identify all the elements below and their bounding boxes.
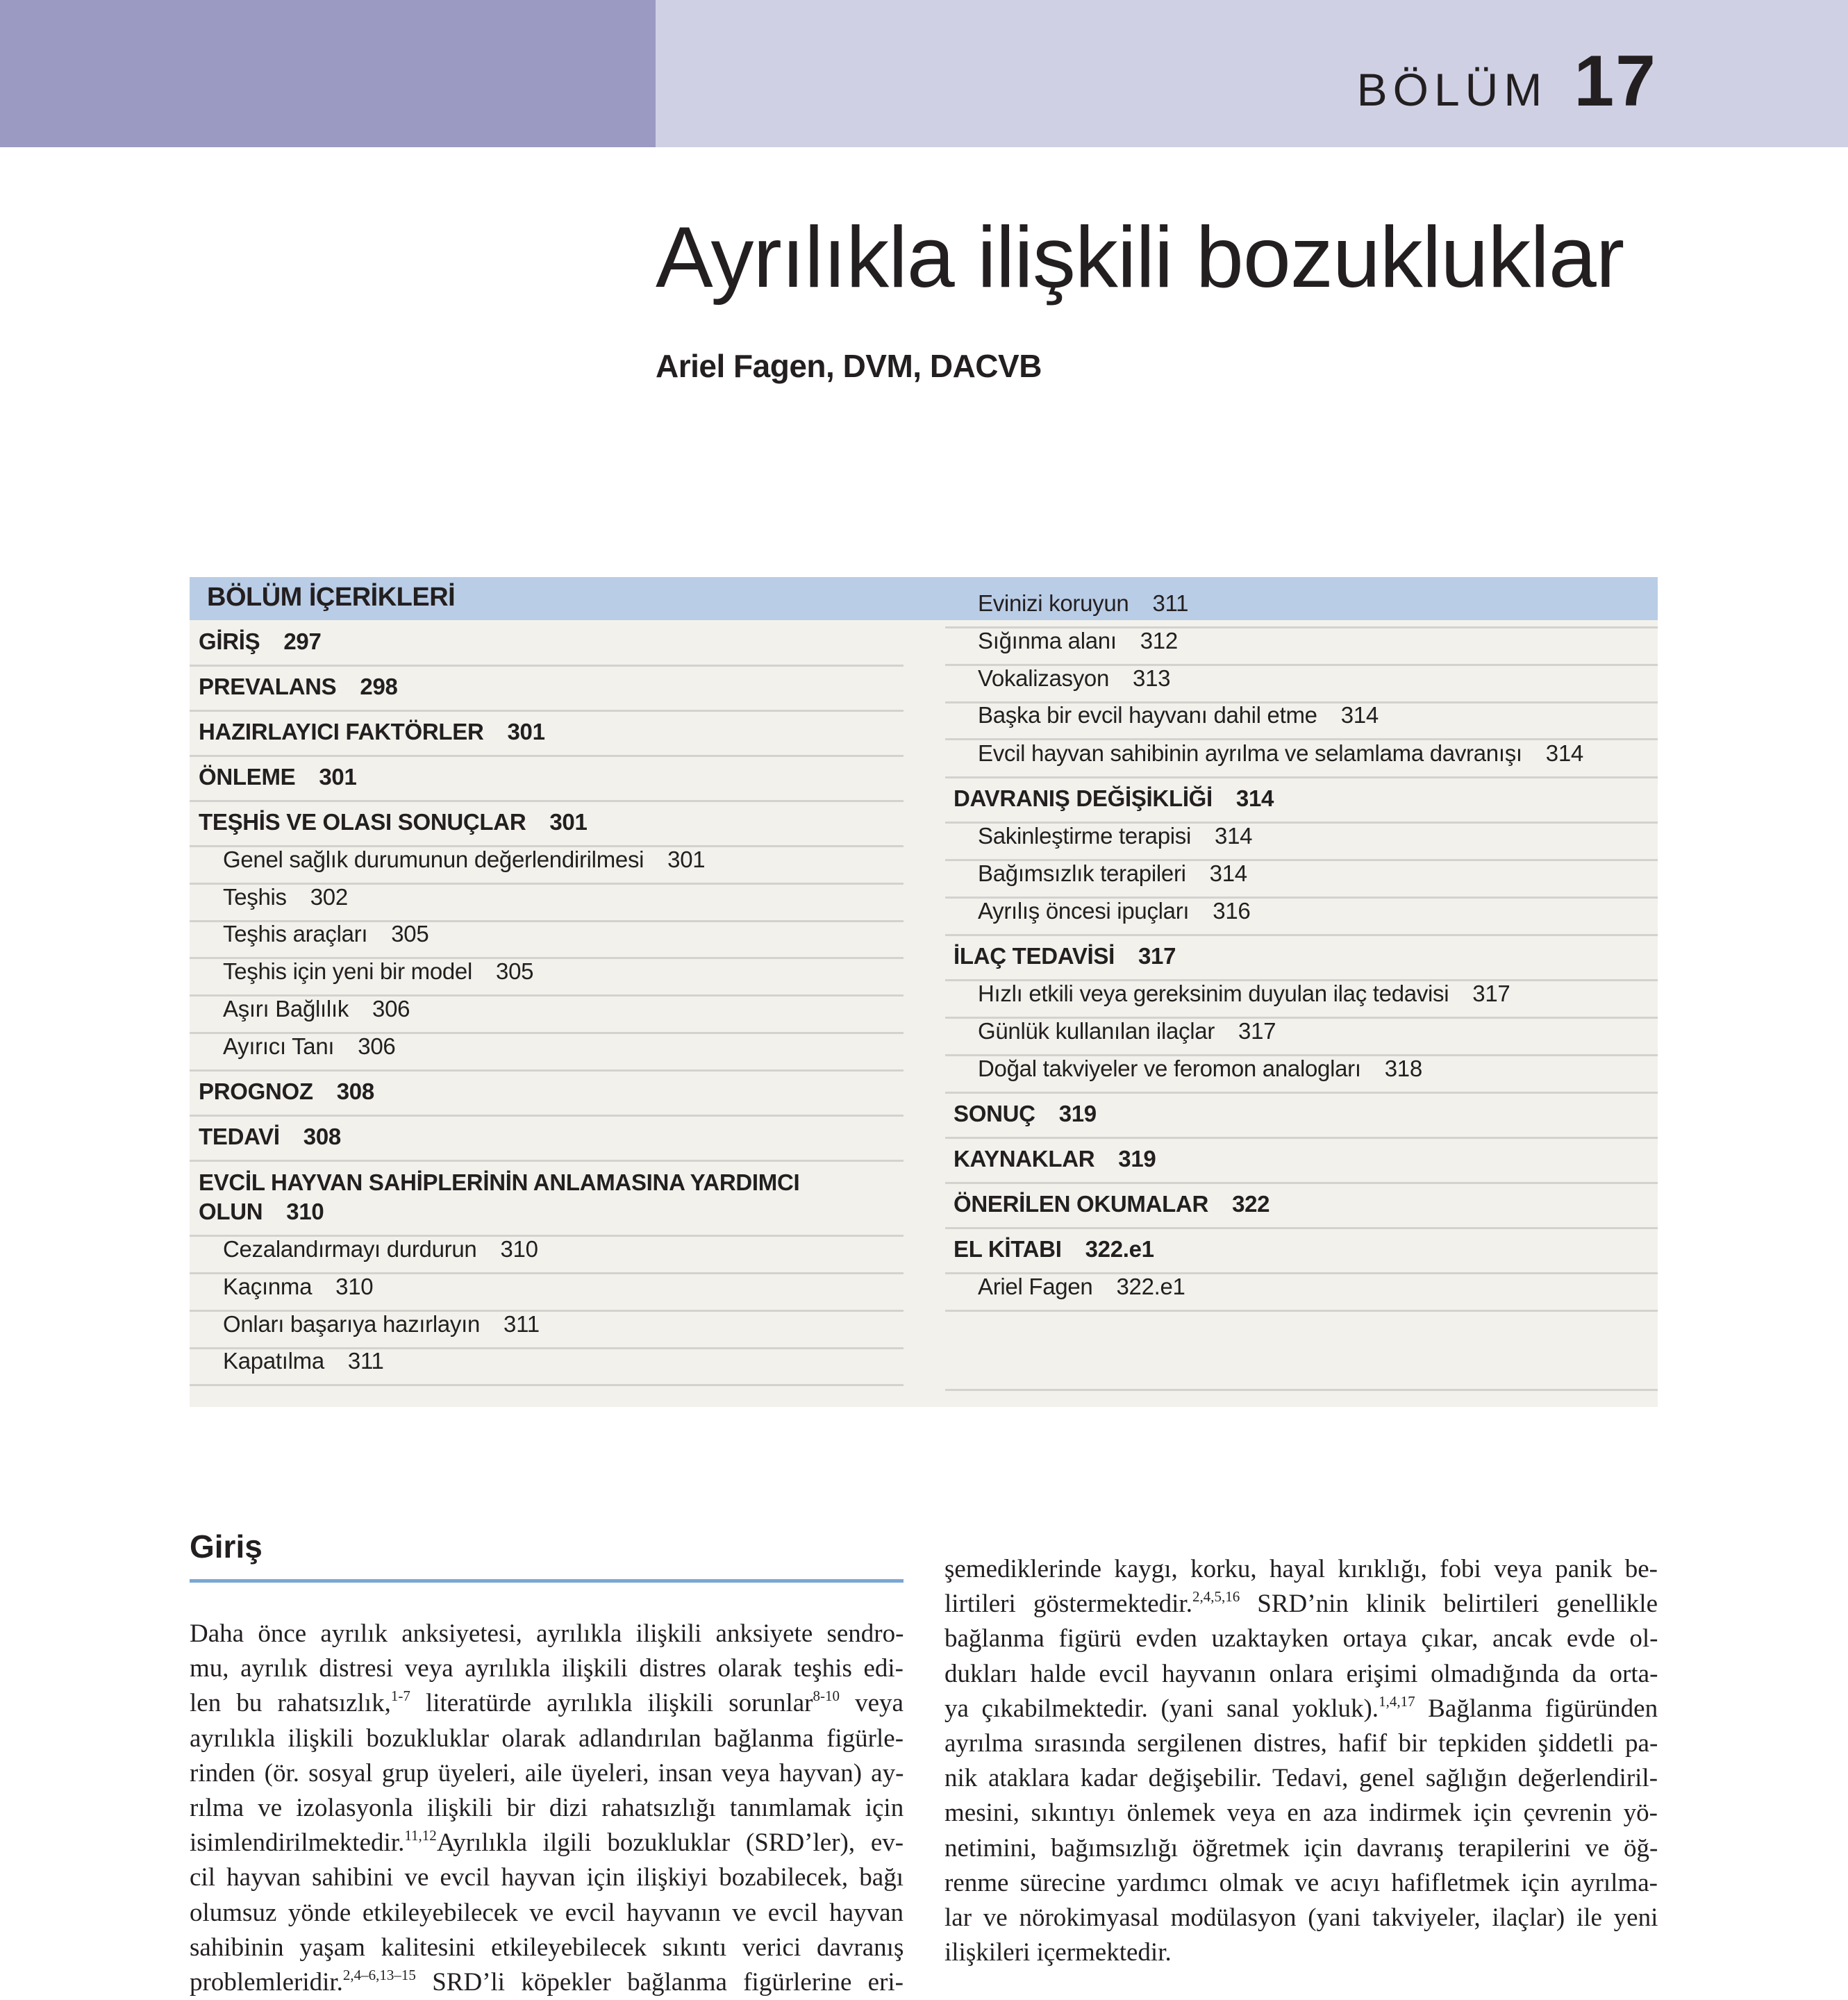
body-text-line xyxy=(944,1622,1658,1656)
body-text-line xyxy=(944,1726,1658,1761)
body-text-line xyxy=(944,1552,1658,1587)
section-heading-rule xyxy=(190,1579,904,1583)
toc-entry[interactable] xyxy=(945,1094,1658,1139)
toc-entry-page: 318 xyxy=(1384,1056,1422,1081)
toc-entry[interactable] xyxy=(190,1034,904,1072)
toc-entry-page: 314 xyxy=(1209,860,1247,886)
body-text: bağlanma figürü evden uzaktayken ortaya çıkar, ancak evde ol- xyxy=(944,1624,1658,1653)
toc-entry-page: 312 xyxy=(1140,628,1178,653)
toc-entry[interactable] xyxy=(945,1229,1658,1274)
body-text-line xyxy=(944,1587,1658,1622)
body-text-line xyxy=(190,1860,904,1895)
toc-entry-text xyxy=(954,1235,1154,1264)
header-band-light xyxy=(656,0,1848,147)
toc-entry-label: TEDAVİ xyxy=(199,1124,280,1149)
toc-entry-page: 301 xyxy=(507,719,545,744)
toc-entry-text xyxy=(223,1032,395,1061)
toc-entry[interactable] xyxy=(190,997,904,1034)
body-column-right xyxy=(944,1552,1658,1970)
body-text: ya çıkabilmektedir. (yani sanal yokluk). xyxy=(944,1694,1379,1723)
toc-entry-text xyxy=(978,1272,1185,1301)
toc-entry-page: 322.e1 xyxy=(1085,1236,1154,1262)
toc-entry-page: 316 xyxy=(1213,898,1251,924)
body-text-line xyxy=(190,1896,904,1931)
toc-entry-text xyxy=(978,739,1583,768)
body-text-line xyxy=(190,1826,904,1860)
toc-entry-page: 311 xyxy=(1152,590,1189,616)
chapter-word: BÖLÜM xyxy=(1356,64,1548,115)
toc-entry[interactable] xyxy=(190,712,904,757)
toc-entry-page: 305 xyxy=(496,958,534,984)
toc-entry-label: HAZIRLAYICI FAKTÖRLER xyxy=(199,719,484,744)
toc-entry-label: Aşırı Bağlılık xyxy=(223,996,349,1022)
body-text: dukları halde evcil hayvanın onlara erişimi olmadığında da orta- xyxy=(944,1659,1658,1688)
toc-entry-text xyxy=(223,883,348,912)
body-text: ayrılıkla ilişkili bozukluklar olarak adlandırılan bağlanma figürle- xyxy=(190,1724,904,1753)
toc-entry-label: Teşhis araçları xyxy=(223,921,368,947)
citation-superscript: 1,4,17 xyxy=(1379,1692,1415,1710)
toc-entry-text xyxy=(954,784,1274,813)
toc-entry-text xyxy=(223,919,428,949)
toc-entry-page: 319 xyxy=(1118,1146,1156,1172)
toc-entry-page: 314 xyxy=(1340,702,1379,728)
toc-entry-label: Teşhis xyxy=(223,884,287,910)
toc-entry-label: PREVALANS xyxy=(199,674,337,699)
toc-entry[interactable] xyxy=(945,981,1658,1019)
toc-entry[interactable] xyxy=(945,1274,1658,1312)
toc-entry-page: 311 xyxy=(347,1348,384,1374)
toc-entry-label: Ariel Fagen xyxy=(978,1274,1093,1299)
citation-superscript: 2,4,5,16 xyxy=(1192,1588,1240,1606)
toc-entry-page: 317 xyxy=(1138,943,1176,969)
body-text-line xyxy=(190,1756,904,1791)
body-text: Ayrılıkla ilgili bozukluklar (SRD’ler), ev- xyxy=(436,1828,904,1858)
toc-entry-text xyxy=(199,808,588,837)
citation-superscript: 8-10 xyxy=(813,1688,840,1705)
toc-entry-label: Bağımsızlık terapileri xyxy=(978,860,1186,886)
toc-entry-text xyxy=(954,1190,1270,1219)
body-text: mesini, sıkıntıyı önlemek veya en aza indirmek için çevrenin yö- xyxy=(944,1799,1658,1828)
body-text: renme sürecine yardımcı olmak ve acıyı hafifletmek için ayrılma- xyxy=(944,1868,1658,1897)
body-text: Daha önce ayrılık anksiyetesi, ayrılıkla ilişkili anksiyete sendro- xyxy=(190,1619,904,1648)
body-text: lirtileri göstermektedir. xyxy=(944,1590,1192,1619)
toc-entry-text xyxy=(978,1054,1422,1083)
toc-entry-text xyxy=(199,1122,341,1151)
toc-entry-text xyxy=(223,994,410,1024)
body-text: netimini, bağımsızlığı öğretmek için davranış terapilerini ve öğ- xyxy=(944,1833,1658,1862)
toc-entry-text xyxy=(199,672,398,701)
toc-entry-text xyxy=(978,897,1250,926)
body-text: ayrılma sırasında sergilenen distres, hafif bir tepkiden şiddetli pa- xyxy=(944,1728,1658,1758)
body-text: rinden (ör. sosyal grup üyeleri, aile üyeleri, insan veya hayvan) ay- xyxy=(190,1758,904,1788)
toc-entry-label: DAVRANIŞ DEĞİŞİKLİĞİ xyxy=(954,785,1213,811)
body-text: problemleridir. xyxy=(190,1967,343,1997)
toc-entry[interactable] xyxy=(190,757,904,802)
body-text: ilişkileri içermektedir. xyxy=(944,1938,1172,1967)
toc-entry-text xyxy=(199,1077,374,1106)
toc-entry-text xyxy=(223,845,705,874)
toc-entry-page: 301 xyxy=(549,809,588,835)
toc-entry[interactable] xyxy=(190,1237,904,1274)
toc-entry-page: 319 xyxy=(1058,1101,1097,1126)
toc-entry[interactable] xyxy=(190,622,904,667)
toc-entry-page: 310 xyxy=(335,1274,374,1299)
body-text: nik ataklara kadar değişebilir. Tedavi, genel sağlığın değerlendiril- xyxy=(944,1764,1658,1793)
body-text-line xyxy=(190,1931,904,1965)
toc-entry-page: 317 xyxy=(1472,981,1510,1006)
toc-entry-text xyxy=(223,1310,540,1339)
body-text: lar ve nörokimyasal modülasyon (yani takviyeler, ilaçlar) ile yeni xyxy=(944,1903,1658,1932)
toc-entry-label: Evinizi koruyun xyxy=(978,590,1129,616)
body-text-line xyxy=(944,1657,1658,1692)
body-text: olumsuz yönde etkileyebilecek ve evcil hayvanın ve evcil hayvan xyxy=(190,1898,904,1927)
toc-entry-page: 297 xyxy=(283,628,322,654)
toc-entry-label-continued: OLUN xyxy=(199,1199,263,1224)
body-text-line xyxy=(190,1722,904,1756)
toc-empty-row xyxy=(945,1316,1658,1391)
toc-entry[interactable] xyxy=(190,922,904,959)
body-text-line xyxy=(944,1935,1658,1970)
toc-entry[interactable] xyxy=(945,778,1658,824)
toc-entry-page: 298 xyxy=(360,674,398,699)
body-text: cil hayvan sahibini ve evcil hayvan için ilişkiyi bozabilecek, bağı xyxy=(190,1863,904,1892)
body-text: SRD’nin klinik belirtileri genellikle xyxy=(1240,1590,1658,1619)
toc-entry[interactable] xyxy=(190,1349,904,1386)
toc-entry[interactable] xyxy=(190,802,904,847)
chapter-number: 17 xyxy=(1574,41,1657,122)
body-text: sahibinin yaşam kalitesini etkileyebilecek sıkıntı verici davranış xyxy=(190,1933,904,1962)
toc-entry-label: ÖNLEME xyxy=(199,764,296,790)
section-heading: Giriş xyxy=(190,1528,263,1565)
toc-entry-page: 322 xyxy=(1232,1191,1270,1217)
body-text: veya xyxy=(840,1689,904,1718)
toc-entry-text xyxy=(199,627,322,656)
toc-entry[interactable] xyxy=(190,1162,904,1237)
toc-entry-label: Sakinleştirme terapisi xyxy=(978,823,1192,849)
toc-entry[interactable] xyxy=(190,959,904,997)
body-text-line xyxy=(944,1692,1658,1726)
toc-entry-page: 314 xyxy=(1545,740,1583,766)
author-line: Ariel Fagen, DVM, DACVB xyxy=(656,348,1042,384)
body-text-line xyxy=(190,1617,904,1651)
toc-entry[interactable] xyxy=(190,885,904,922)
toc-entry[interactable] xyxy=(945,861,1658,899)
body-text-line xyxy=(190,1686,904,1721)
toc-entry-text xyxy=(978,664,1170,693)
toc-entry-text xyxy=(223,1347,384,1376)
toc-entry-page: 301 xyxy=(319,764,357,790)
toc-entry-page: 310 xyxy=(500,1236,538,1262)
toc-entry[interactable] xyxy=(945,1019,1658,1056)
toc-entry[interactable] xyxy=(945,936,1658,981)
toc-entry-text xyxy=(199,762,357,792)
body-text: şemediklerinde kaygı, korku, hayal kırıklığı, fobi veya panik be- xyxy=(944,1555,1658,1583)
toc-entry-text xyxy=(978,626,1178,656)
toc-entry[interactable] xyxy=(190,1274,904,1312)
citation-superscript: 1-7 xyxy=(390,1688,410,1705)
toc-entry-label: ÖNERİLEN OKUMALAR xyxy=(954,1191,1209,1217)
body-text-line xyxy=(944,1866,1658,1901)
toc-entry-page: 322.e1 xyxy=(1116,1274,1185,1299)
toc-entry-page: 308 xyxy=(303,1124,341,1149)
toc-entry-label: EVCİL HAYVAN SAHİPLERİNİN ANLAMASINA YARDIMCI xyxy=(199,1169,800,1195)
toc-entry[interactable] xyxy=(945,703,1658,740)
toc-entry-text xyxy=(223,957,533,986)
toc-entry-page: 313 xyxy=(1133,665,1171,691)
body-text-line xyxy=(190,1965,904,2000)
header-band-dark xyxy=(0,0,656,147)
toc-entry[interactable] xyxy=(945,741,1658,778)
toc-entry-label: PROGNOZ xyxy=(199,1078,313,1104)
toc-entry-label: Başka bir evcil hayvanı dahil etme xyxy=(978,702,1317,728)
toc-entry-label: Günlük kullanılan ilaçlar xyxy=(978,1018,1215,1044)
toc-entry-label: Cezalandırmayı durdurun xyxy=(223,1236,477,1262)
toc-entry-text xyxy=(978,589,1188,618)
toc-entry-page: 306 xyxy=(372,996,410,1022)
toc-entry[interactable] xyxy=(945,628,1658,666)
body-text: SRD’li köpekler bağlanma figürlerine eri- xyxy=(415,1967,904,1997)
toc-entry-text xyxy=(978,822,1252,851)
chapter-title: Ayrılıkla ilişkili bozukluklar xyxy=(656,210,1624,306)
toc-entry[interactable] xyxy=(945,591,1658,628)
toc-entry-text xyxy=(954,942,1176,971)
toc-entry[interactable] xyxy=(945,1184,1658,1229)
toc-entry-text xyxy=(954,1144,1156,1174)
body-text: Bağlanma figüründen xyxy=(1415,1694,1658,1723)
toc-entry-page: 317 xyxy=(1238,1018,1276,1044)
toc-entry[interactable] xyxy=(190,1312,904,1349)
body-text-line xyxy=(944,1831,1658,1866)
citation-superscript: 11,12 xyxy=(404,1827,437,1844)
toc-entry-text xyxy=(223,1272,373,1301)
toc-entry-label: Ayrılış öncesi ipuçları xyxy=(978,898,1190,924)
toc-entry-page: 310 xyxy=(286,1199,324,1224)
toc-entry-text xyxy=(223,1235,538,1264)
toc-entry-label: TEŞHİS VE OLASI SONUÇLAR xyxy=(199,809,526,835)
toc-entry-page: 306 xyxy=(358,1033,396,1059)
citation-superscript: 2,4–6,13–15 xyxy=(342,1966,416,1983)
toc-entry-label: EL KİTABI xyxy=(954,1236,1062,1262)
toc-entry[interactable] xyxy=(945,824,1658,861)
body-text: rılma ve izolasyonla ilişkili bir dizi rahatsızlığı tanımlamak için xyxy=(190,1793,904,1822)
toc-entry-text xyxy=(978,859,1247,888)
toc-heading: BÖLÜM İÇERİKLERİ xyxy=(207,583,456,612)
toc-entry-page: 314 xyxy=(1235,785,1274,811)
toc-entry-label: Hızlı etkili veya gereksinim duyulan ilaç tedavisi xyxy=(978,981,1449,1006)
toc-entry-page: 301 xyxy=(667,847,706,872)
toc-entry-label: Sığınma alanı xyxy=(978,628,1117,653)
toc-entry-text xyxy=(978,1017,1276,1046)
toc-entry-label: GİRİŞ xyxy=(199,628,260,654)
toc-entry[interactable] xyxy=(190,847,904,885)
body-text: isimlendirilmektedir. xyxy=(190,1828,405,1858)
toc-entry[interactable] xyxy=(945,1139,1658,1184)
toc-entry-page: 314 xyxy=(1215,823,1253,849)
toc-entry-page: 311 xyxy=(503,1311,540,1337)
toc-entry-text xyxy=(978,701,1379,730)
body-text-line xyxy=(190,1651,904,1686)
toc-entry-label: SONUÇ xyxy=(954,1101,1035,1126)
body-text-line xyxy=(190,1791,904,1826)
toc-entry-label: Onları başarıya hazırlayın xyxy=(223,1311,481,1337)
body-column-left xyxy=(190,1617,904,2000)
toc-entry-text xyxy=(954,1099,1097,1128)
body-text-line xyxy=(944,1761,1658,1796)
toc-entry-label: Vokalizasyon xyxy=(978,665,1110,691)
toc-entry-label: Genel sağlık durumunun değerlendirilmesi xyxy=(223,847,644,872)
toc-entry-label: Doğal takviyeler ve feromon analogları xyxy=(978,1056,1361,1081)
toc-entry-label: Ayırıcı Tanı xyxy=(223,1033,335,1059)
body-text-line xyxy=(944,1901,1658,1935)
body-text: mu, ayrılık distresi veya ayrılıkla ilişkili distres olarak teşhis edi- xyxy=(190,1654,904,1683)
toc-entry[interactable] xyxy=(190,1117,904,1162)
toc-entry-label: Kapatılma xyxy=(223,1348,324,1374)
toc-entry-page: 302 xyxy=(310,884,348,910)
toc-entry-label: İLAÇ TEDAVİSİ xyxy=(954,943,1115,969)
toc-entry-label: Teşhis için yeni bir model xyxy=(223,958,473,984)
toc-entry[interactable] xyxy=(190,667,904,712)
toc-entry-text xyxy=(978,979,1510,1008)
body-text-line xyxy=(944,1796,1658,1831)
toc-entry[interactable] xyxy=(945,899,1658,936)
toc-entry[interactable] xyxy=(945,1056,1658,1094)
body-text: literatürde ayrılıkla ilişkili sorunlar xyxy=(410,1689,813,1718)
toc-entry[interactable] xyxy=(945,666,1658,703)
toc-entry-text xyxy=(199,1168,799,1226)
toc-entry-label: KAYNAKLAR xyxy=(954,1146,1095,1172)
toc-entry-label: Kaçınma xyxy=(223,1274,313,1299)
toc-entry[interactable] xyxy=(190,1072,904,1117)
toc-entry-text xyxy=(199,717,545,747)
chapter-label xyxy=(1356,40,1657,122)
toc-entry-page: 308 xyxy=(336,1078,374,1104)
body-text: len bu rahatsızlık, xyxy=(190,1689,391,1718)
chapter-contents-box xyxy=(190,577,1658,1407)
toc-entry-page: 305 xyxy=(391,921,429,947)
toc-entry-label: Evcil hayvan sahibinin ayrılma ve selamlama davranışı xyxy=(978,740,1522,766)
